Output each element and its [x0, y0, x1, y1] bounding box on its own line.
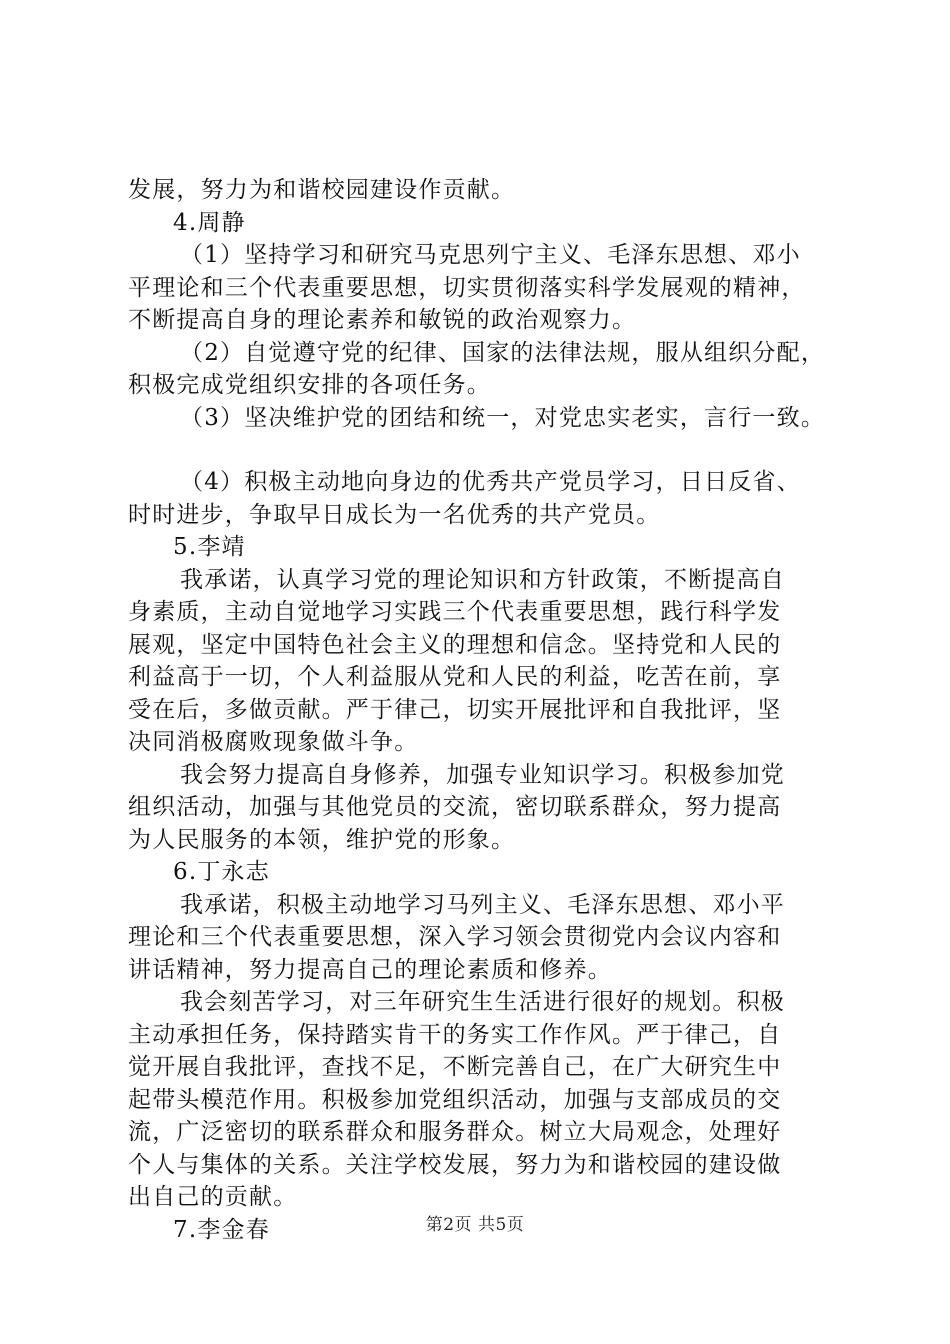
- text-line: 积极完成党组织安排的各项任务。: [128, 372, 491, 398]
- list-item-first-line: （4）积极主动地向身边的优秀共产党员学习，日日反省、: [180, 469, 801, 495]
- document-body: [128, 174, 840, 1246]
- text-line: 发展，努力为和谐校园建设作贡献。: [128, 177, 516, 203]
- text-line: 理论和三个代表重要思想，深入学习领会贯彻党内会议内容和: [128, 924, 782, 950]
- text-line: 流，广泛密切的联系群众和服务群众。树立大局观念，处理好: [128, 1119, 782, 1145]
- section-heading: 5.李靖: [173, 534, 246, 560]
- text-line: 主动承担任务，保持踏实肯干的务实工作作风。严于律己，自: [128, 1021, 782, 1048]
- text-line: 起带头模范作用。积极参加党组织活动，加强与支部成员的交: [128, 1086, 782, 1113]
- text-line: 觉开展自我批评，查找不足，不断完善自己，在广大研究生中: [128, 1054, 782, 1080]
- paragraph-first-line: 我会努力提高自身修养，加强专业知识学习。积极参加党: [180, 761, 785, 788]
- text-line: 出自己的贡献。: [128, 1184, 298, 1210]
- text-line: 不断提高自身的理论素养和敏锐的政治观察力。: [128, 307, 637, 333]
- text-line: 讲话精神，努力提高自己的理论素质和修养。: [128, 956, 612, 983]
- text-line: 受在后，多做贡献。严于律己，切实开展批评和自我批评，坚: [128, 696, 782, 723]
- text-line: 平理论和三个代表重要思想，切实贯彻落实科学发展观的精神，: [128, 274, 806, 301]
- text-line: 时时进步，争取早日成长为一名优秀的共产党员。: [128, 501, 661, 528]
- section-heading: 6.丁永志: [173, 859, 270, 885]
- text-line: 利益高于一切，个人利益服从党和人民的利益，吃苦在前，享: [128, 664, 782, 690]
- paragraph-first-line: 我会刻苦学习，对三年研究生生活进行很好的规划。积极: [180, 989, 785, 1015]
- section-heading: 7.李金春: [173, 1216, 270, 1243]
- text-line: 为人民服务的本领，维护党的形象。: [128, 826, 516, 853]
- text-line: 个人与集体的关系。关注学校发展，努力为和谐校园的建设做: [128, 1151, 782, 1178]
- paragraph-first-line: 我承诺，积极主动地学习马列主义、毛泽东思想、邓小平: [180, 891, 785, 918]
- text-line: 身素质，主动自觉地学习实践三个代表重要思想，践行科学发: [128, 599, 782, 625]
- list-item-first-line: （2）自觉遵守党的纪律、国家的法律法规，服从组织分配，: [180, 339, 826, 366]
- text-line: 决同消极腐败现象做斗争。: [128, 729, 419, 755]
- list-item-first-line: （3）坚决维护党的团结和统一，对党忠实老实，言行一致。: [180, 404, 826, 431]
- paragraph-first-line: 我承诺，认真学习党的理论知识和方针政策，不断提高自: [180, 566, 785, 593]
- section-heading: 4.周静: [173, 209, 246, 236]
- paragraph-spacer: [128, 434, 840, 466]
- text-line: 展观，坚定中国特色社会主义的理想和信念。坚持党和人民的: [128, 631, 782, 658]
- text-line: 组织活动，加强与其他党员的交流，密切联系群众，努力提高: [128, 794, 782, 820]
- page-footer: 第2页 共5页: [425, 1215, 525, 1235]
- list-item-first-line: （1）坚持学习和研究马克思列宁主义、毛泽东思想、邓小: [180, 242, 801, 268]
